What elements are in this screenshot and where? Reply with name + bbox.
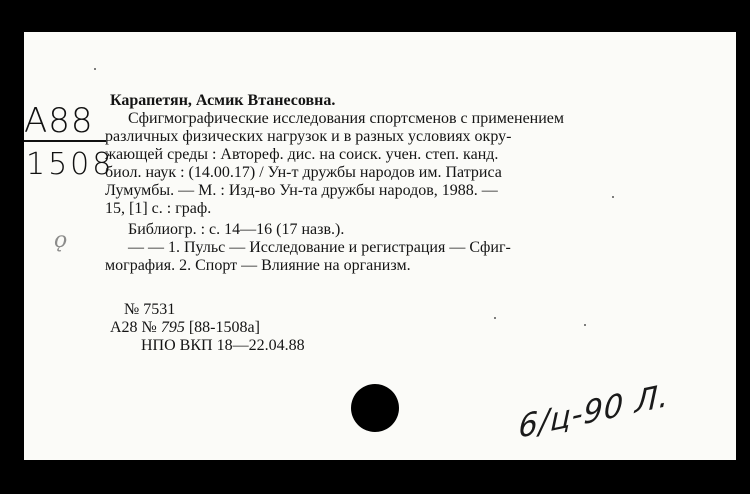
description-line-6: 15, [1] с. : граф. xyxy=(105,200,212,217)
punch-hole xyxy=(351,384,399,432)
paper-speck xyxy=(612,196,614,198)
catalog-prefix: А28 № xyxy=(110,319,161,336)
catalog-rest: [88-1508а] xyxy=(188,319,260,336)
paper-speck xyxy=(94,68,96,70)
shelf-mark-top: A88 xyxy=(24,101,94,141)
record-number: № 7531 xyxy=(124,301,176,318)
description-line-5: Лумумбы. — М. : Изд-во Ун-та дружбы народов, 1988. — xyxy=(105,182,498,199)
catalog-number: 795 xyxy=(160,319,185,336)
bibliography-line: Библиогр. : с. 14—16 (17 назв.). xyxy=(128,221,345,238)
subject-line-1: — — 1. Пульс — Исследование и регистрация — Сфиг- xyxy=(128,239,511,256)
description-line-3: жающей среды : Автореф. дис. на соиск. учен. степ. канд. xyxy=(105,146,499,163)
catalog-line xyxy=(110,320,260,336)
author-heading: Карапетян, Асмик Втанесовна. xyxy=(110,92,336,109)
subject-line-2: мография. 2. Спорт — Влияние на организм. xyxy=(105,257,411,274)
description-line-2: различных физических нагрузок и в разных условиях окру- xyxy=(105,128,512,145)
catalog-card xyxy=(24,32,736,460)
small-pencil-mark: ǫ xyxy=(54,228,68,253)
description-line-1: Сфигмографические исследования спортсменов с применением xyxy=(128,110,565,127)
paper-speck xyxy=(494,317,496,319)
shelf-mark-divider xyxy=(24,140,106,142)
publisher-line: НПО ВКП 18—22.04.88 xyxy=(141,337,305,354)
description-line-4: биол. наук : (14.00.17) / Ун-т дружбы народов им. Патриса xyxy=(105,164,502,181)
handwritten-stamp: 6/ц-90 Л. xyxy=(518,376,670,446)
paper-speck xyxy=(584,324,586,326)
shelf-mark-bottom: 1508 xyxy=(26,147,115,182)
